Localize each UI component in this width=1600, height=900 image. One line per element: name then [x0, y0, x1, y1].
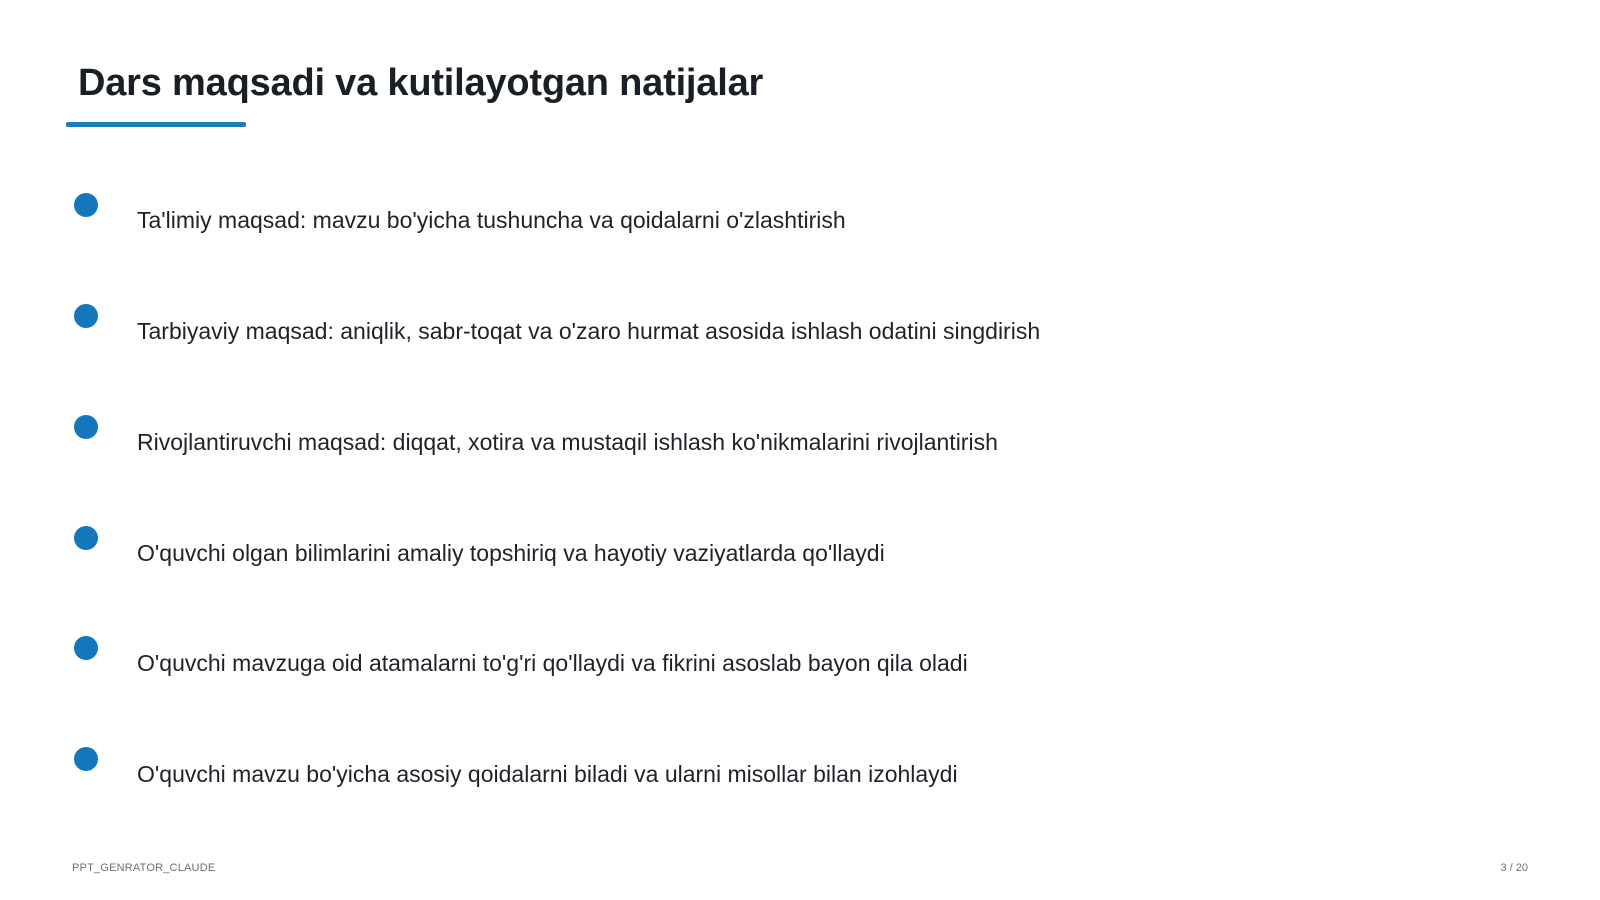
bullet-text: Ta'limiy maqsad: mavzu bo'yicha tushuncha va qoidalarni o'zlashtirish	[137, 207, 846, 233]
bullet-dot-icon	[74, 747, 98, 771]
bullet-dot-icon	[74, 636, 98, 660]
list-item	[0, 304, 1200, 364]
bullet-text: O'quvchi mavzu bo'yicha asosiy qoidalarni biladi va ularni misollar bilan izohlaydi	[137, 761, 958, 787]
bullet-text: Tarbiyaviy maqsad: aniqlik, sabr-toqat va o'zaro hurmat asosida ishlash odatini singdirish	[137, 318, 1041, 344]
slide-title: Dars maqsadi va kutilayotgan natijalar	[78, 62, 764, 104]
list-item	[0, 526, 1200, 586]
list-item	[0, 415, 1200, 475]
list-item	[0, 193, 1200, 253]
list-item	[0, 747, 1200, 807]
title-underline	[66, 122, 246, 127]
footer-source-label: PPT_GENRATOR_CLAUDE	[72, 862, 216, 874]
bullet-text: Rivojlantiruvchi maqsad: diqqat, xotira va mustaqil ishlash ko'nikmalarini rivojlantirish	[137, 429, 998, 455]
bullet-text: O'quvchi mavzuga oid atamalarni to'g'ri qo'llaydi va fikrini asoslab bayon qila oladi	[137, 650, 968, 676]
bullet-dot-icon	[74, 304, 98, 328]
bullet-dot-icon	[74, 193, 98, 217]
page-indicator: 3 / 20	[1500, 862, 1528, 874]
bullet-dot-icon	[74, 526, 98, 550]
list-item	[0, 636, 1200, 696]
bullet-text: O'quvchi olgan bilimlarini amaliy topshiriq va hayotiy vaziyatlarda qo'llaydi	[137, 540, 885, 566]
bullet-dot-icon	[74, 415, 98, 439]
